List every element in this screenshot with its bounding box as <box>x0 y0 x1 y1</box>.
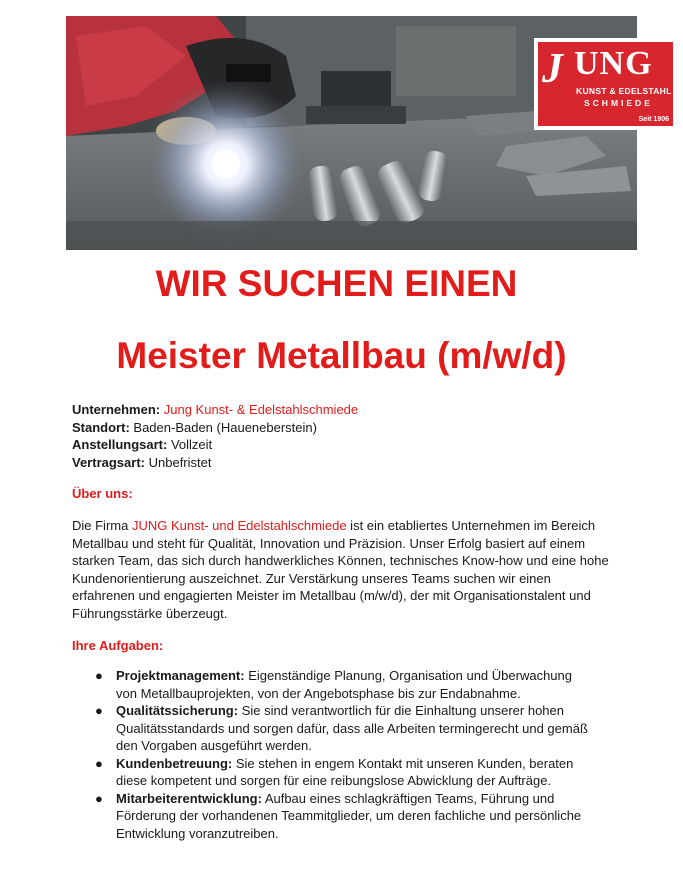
meta-contract <box>72 454 358 472</box>
meta-location <box>72 419 358 437</box>
meta-employment-value: Vollzeit <box>170 437 213 452</box>
bullet-icon: ● <box>95 755 103 771</box>
headline-we-are-looking: WIR SUCHEN EINEN <box>155 263 518 304</box>
list-item <box>95 667 595 702</box>
task-label: Kundenbetreuung: <box>116 755 233 771</box>
task-text: Sie sind verantwortlich für die Einhaltung unserer hohen Qualitätsstandards und sorgen dafür, dass alle Arbeiten termingerecht und gemäß den Vorgaben ausgeführt werden. <box>116 703 588 753</box>
about-heading: Über uns: <box>72 486 133 501</box>
list-item <box>95 790 595 843</box>
task-label: Qualitätssicherung: <box>116 703 239 718</box>
meta-location-value: Baden-Baden (Haueneberstein) <box>133 419 317 435</box>
hero-image <box>66 16 672 250</box>
task-text: Eigenständige Planung, Organisation und Überwachung von Metallbauprojekten, von der Angebotsphase bis zur Endabnahme. <box>116 668 572 701</box>
meta-employment-label: Anstellungsart: <box>72 437 168 452</box>
meta-company <box>72 401 358 419</box>
list-item <box>95 702 595 755</box>
bullet-icon: ● <box>95 668 103 683</box>
meta-company-value: Jung Kunst- & Edelstahlschmiede <box>163 402 359 417</box>
task-label: Mitarbeiterentwicklung: <box>116 790 262 806</box>
logo-since: Seit 1906 <box>638 116 669 123</box>
meta-location-label: Standort: <box>72 419 130 435</box>
about-intro: Die Firma <box>72 518 132 533</box>
meta-contract-value: Unbefristet <box>148 454 212 470</box>
job-meta <box>72 401 358 471</box>
bullet-icon: ● <box>95 703 103 718</box>
tasks-heading: Ihre Aufgaben: <box>72 638 164 653</box>
about-body: ist ein etabliertes Unternehmen im Bereich Metallbau und steht für Qualität, Innovation und Präzision. Unser Erfolg basiert auf einem starken Team, das sich durch handwerkliches Können, technisches Know-how und eine hohe Kundenorientierung auszeichnet. Zur Verstärkung unseres Teams suchen wir einen erfahrenen und engagierten Meister im Metallbau (m/w/d), der mit Organisationstalent und Führungsstärke überzeugt. <box>72 518 609 621</box>
task-label: Projektmanagement: <box>116 668 245 683</box>
about-company-name: JUNG Kunst- und Edelstahlschmiede <box>131 518 347 533</box>
meta-employment <box>72 436 358 454</box>
meta-company-label: Unternehmen: <box>72 402 161 417</box>
logo-subtagline: SCHMIEDE <box>584 98 653 108</box>
task-text: Sie stehen in engem Kontakt mit unseren Kunden, beraten diese kompetent und sorgen für eine reibungslose Abwicklung der Aufträge. <box>116 755 574 788</box>
logo-tagline: KUNST & EDELSTAHL <box>576 86 672 96</box>
company-logo <box>534 38 677 130</box>
bullet-icon: ● <box>95 790 103 806</box>
list-item <box>95 755 595 790</box>
logo-name: UNG <box>574 45 653 82</box>
task-text: Aufbau eines schlagkräftigen Teams, Führung und Förderung der vorhandenen Teammitglieder, um deren fachliche und persönliche Entwicklung voranzutreiben. <box>116 790 582 841</box>
job-title: Meister Metallbau (m/w/d) <box>116 335 567 376</box>
meta-contract-label: Vertragsart: <box>72 454 145 470</box>
logo-monogram: J <box>542 46 563 92</box>
tasks-list <box>95 667 595 842</box>
about-paragraph <box>72 517 612 622</box>
